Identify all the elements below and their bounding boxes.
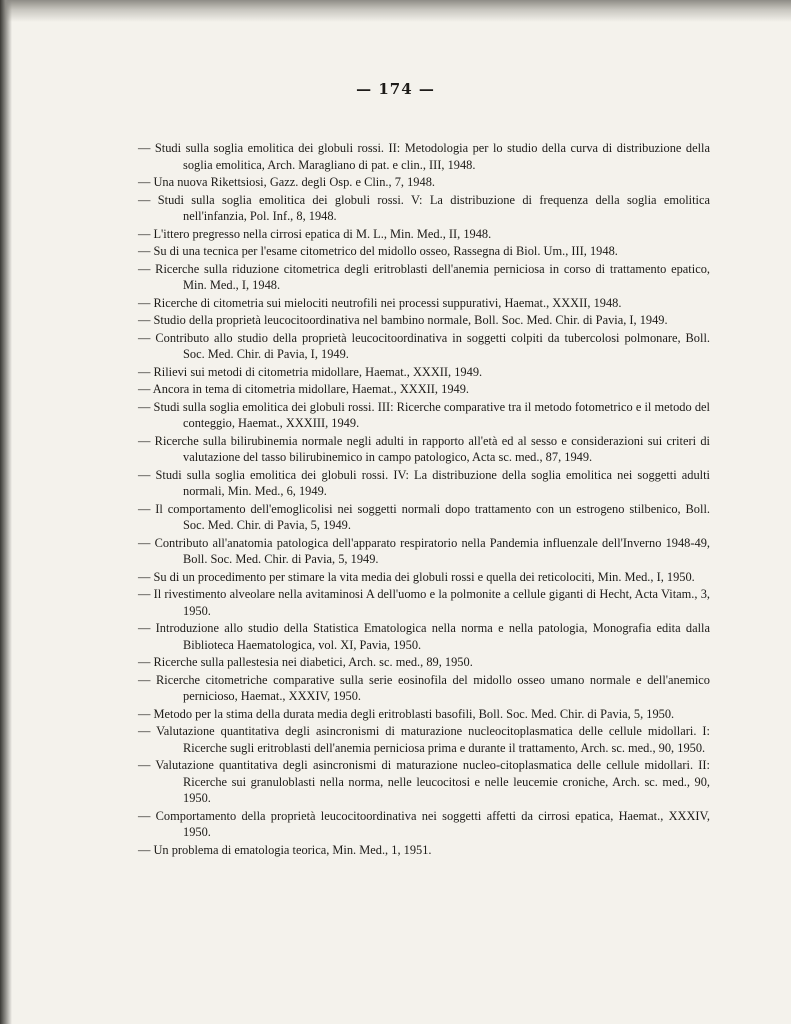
- bibliography-entry: — Su di una tecnica per l'esame citometrico del midollo osseo, Rassegna di Biol. Um., III, 1948.: [138, 244, 618, 258]
- bibliography-entry: — Il comportamento dell'emoglicolisi nei soggetti normali dopo trattamento con un estrogeno stilbenico, Boll. Soc. Med. Chir. di Pavia, 5, 1949.: [138, 501, 710, 532]
- bibliography-entry: — Ricerche citometriche comparative sulla serie eosinofila del midollo osseo umano normale e dell'anemico pernicioso, Haemat., XXXIV, 1950.: [138, 672, 710, 703]
- bibliography-entry: — Comportamento della proprietà leucocitoordinativa nei soggetti affetti da cirrosi epatica, Haemat., XXXIV, 1950.: [138, 808, 710, 839]
- bibliography-entry: — Ricerche di citometria sui mielociti neutrofili nei processi suppurativi, Haemat., XXXII, 1948.: [138, 295, 622, 310]
- bibliography-entry: — Studi sulla soglia emolitica dei globuli rossi. II: Metodologia per lo studio della curva di distribuzione della soglia emolitica, Arch. Maragliano di pat. e clin., III, 1948.: [138, 141, 710, 172]
- bibliography-entry: — L'ittero pregresso nella cirrosi epatica di M. L., Min. Med., II, 1948.: [138, 226, 492, 241]
- bibliography-entry: — Introduzione allo studio della Statistica Ematologica nella norma e nella patologia, Monografia edita dalla Biblioteca Haematologica, vol. XI, Pavia, 1950.: [138, 621, 710, 652]
- bibliography-entry: — Studi sulla soglia emolitica dei globuli rossi. IV: La distribuzione della soglia emolitica nei soggetti adulti normali, Min. Med., 6, 1949.: [138, 467, 710, 498]
- bibliography-entry: — Ancora in tema di citometria midollare, Haemat., XXXII, 1949.: [138, 382, 470, 396]
- bibliography-list: [138, 140, 710, 859]
- bibliography-entry: — Valutazione quantitativa degli asincronismi di maturazione nucleocitoplasmatica delle cellule midollari. I: Ricerche sugli eritroblasti dell'anemia perniciosa prima e durante il trattamento, Arch. sc. med., 90, 1950.: [138, 724, 710, 755]
- bibliography-entry: — Contributo allo studio della proprietà leucocitoordinativa in soggetti colpiti da tubercolosi polmonare, Boll. Soc. Med. Chir. di Pavia, I, 1949.: [138, 330, 710, 361]
- bibliography-entry: — Una nuova Rikettsiosi, Gazz. degli Osp. e Clin., 7, 1948.: [138, 175, 435, 189]
- bibliography-entry: — Ricerche sulla bilirubinemia normale negli adulti in rapporto all'età ed al sesso e considerazioni sui criteri di valutazione del tasso bilirubinemico in campo patologico, Acta sc. med., 87, 1949.: [138, 433, 710, 464]
- bibliography-entry: — Metodo per la stima della durata media degli eritroblasti basofili, Boll. Soc. Med. Chir. di Pavia, 5, 1950.: [138, 706, 675, 721]
- bibliography-entry: — Su di un procedimento per stimare la vita media dei globuli rossi e quella dei reticolociti, Min. Med., I, 1950.: [138, 569, 695, 584]
- bibliography-entry: — Un problema di ematologia teorica, Min. Med., 1, 1951.: [138, 842, 432, 857]
- bibliography-entry: — Ricerche sulla riduzione citometrica degli eritroblasti dell'anemia perniciosa in corso di trattamento epatico, Min. Med., I, 1948.: [138, 261, 710, 292]
- bibliography-entry: — Studi sulla soglia emolitica dei globuli rossi. V: La distribuzione di frequenza della soglia emolitica nell'infanzia, Pol. Inf., 8, 1948.: [138, 192, 710, 223]
- bibliography-entry: — Il rivestimento alveolare nella avitaminosi A dell'uomo e la polmonite a cellule giganti di Hecht, Acta Vitam., 3, 1950.: [138, 587, 710, 618]
- bibliography-entry: — Contributo all'anatomia patologica dell'apparato respiratorio nella Pandemia influenzale dell'Inverno 1948-49, Boll. Soc. Med. Chir. di Pavia, 5, 1949.: [138, 535, 710, 566]
- bibliography-entry: — Studio della proprietà leucocitoordinativa nel bambino normale, Boll. Soc. Med. Chir. di Pavia, I, 1949.: [138, 313, 668, 327]
- page-number: — 174 —: [356, 80, 435, 98]
- page-edge-shadow-left: [0, 0, 12, 1024]
- page-edge-shadow-top: [0, 0, 791, 22]
- bibliography-entry: — Valutazione quantitativa degli asincronismi di maturazione nucleo-citoplasmatica delle cellule midollari. II: Ricerche sui granuloblasti nella norma, nelle leucocitosi e nelle leucemie croniche, Arch. sc. med., 90, 1950.: [138, 758, 710, 805]
- bibliography-entry: — Studi sulla soglia emolitica dei globuli rossi. III: Ricerche comparative tra il metodo fotometrico e il metodo del conteggio, Haemat., XXXIII, 1949.: [138, 399, 710, 430]
- bibliography-entry: — Ricerche sulla pallestesia nei diabetici, Arch. sc. med., 89, 1950.: [138, 655, 473, 669]
- bibliography-entry: — Rilievi sui metodi di citometria midollare, Haemat., XXXII, 1949.: [138, 364, 483, 379]
